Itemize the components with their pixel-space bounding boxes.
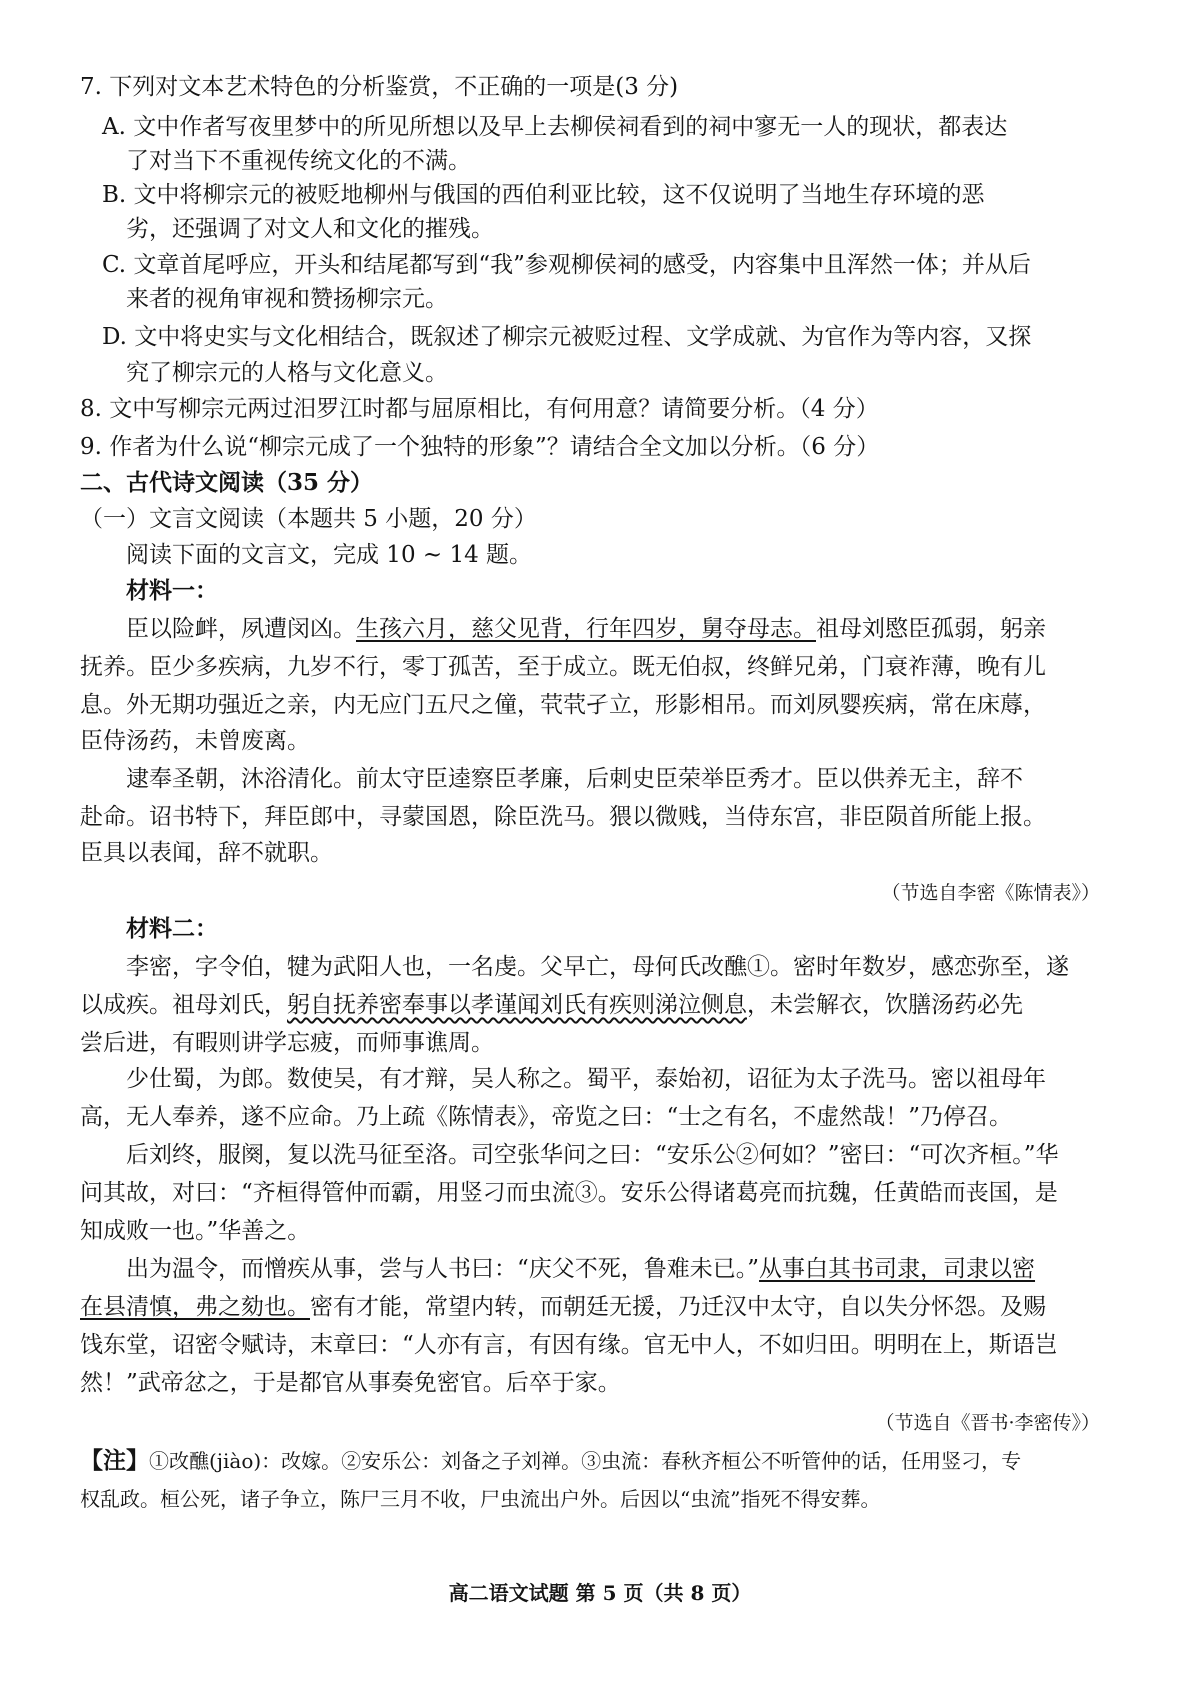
material-2-source: （节选自《晋书·李密传》） — [875, 1412, 1100, 1434]
material-1-line: 赴命。诏书特下，拜臣郎中，寻蒙国恩，除臣洗马。猥以微贱，当侍东宫，非臣陨首所能上报。 — [80, 804, 1046, 830]
q7-option-b: B. 文中将柳宗元的被贬地柳州与俄国的西伯利亚比较，这不仅说明了当地生存环境的恶 — [102, 182, 985, 208]
q9: 9. 作者为什么说“柳宗元成了一个独特的形象”？请结合全文加以分析。（6 分） — [80, 434, 880, 460]
q7-option-a-cont: 了对当下不重视传统文化的不满。 — [126, 148, 471, 174]
wavy-underlined-sentence: 躬自抚养密奉事以孝谨闻刘氏有疾则涕泣侧息 — [287, 992, 747, 1018]
underlined-sentence: 从事白其书司隶，司隶以密 — [759, 1256, 1036, 1282]
text-span: 祖母刘愍臣孤弱，躬亲 — [816, 616, 1046, 642]
text-span: 出为温令，而憎疾从事，尝与人书曰：“庆父不死，鲁难未已。” — [126, 1256, 760, 1282]
material-2-line — [0, 988, 1200, 1022]
annotation-tag: 【注】 — [80, 1447, 149, 1474]
material-2-line: 尝后进，有暇则讲学忘疲，而师事谯周。 — [80, 1030, 494, 1056]
text-span: 臣以险衅，夙遭闵凶。 — [126, 616, 356, 642]
material-2-line: 然！”武帝忿之，于是都官从事奏免密官。后卒于家。 — [80, 1370, 621, 1396]
text-span: 以成疾。祖母刘氏， — [80, 992, 287, 1018]
underlined-sentence: 在县清慎，弗之劾也。 — [80, 1294, 310, 1320]
q7-option-d: D. 文中将史实与文化相结合，既叙述了柳宗元被贬过程、文学成就、为官作为等内容，又探 — [102, 324, 1032, 350]
annotation-line: 权乱政。桓公死，诸子争立，陈尸三月不收，尸虫流出户外。后因以“虫流”指死不得安葬。 — [80, 1487, 881, 1511]
underlined-sentence: 生孩六月，慈父见背，行年四岁，舅夺母志。 — [356, 616, 816, 642]
material-2-line: 李密，字令伯，犍为武阳人也，一名虔。父早亡，母何氏改醮①。密时年数岁，感恋弥至，遂 — [126, 954, 1069, 980]
q7-option-c: C. 文章首尾呼应，开头和结尾都写到“我”参观柳侯祠的感受，内容集中且浑然一体；并从后 — [102, 252, 1031, 278]
material-2-line: 后刘终，服阕，复以洗马征至洛。司空张华问之曰：“安乐公②何如？”密曰：“可次齐桓。”华 — [126, 1142, 1059, 1168]
reading-instruction: 阅读下面的文言文，完成 10 ~ 14 题。 — [126, 542, 533, 568]
q7-option-a: A. 文中作者写夜里梦中的所见所想以及早上去柳侯祠看到的祠中寥无一人的现状，都表达 — [102, 114, 1008, 140]
material-1-line — [0, 612, 1200, 646]
subsection-heading: （一）文言文阅读（本题共 5 小题，20 分） — [80, 506, 537, 532]
material-2-line — [0, 1290, 1200, 1324]
q7-option-c-cont: 来者的视角审视和赞扬柳宗元。 — [126, 286, 448, 312]
material-1-label: 材料一： — [126, 577, 218, 604]
text-span: ，未尝解衣，饮膳汤药必先 — [747, 992, 1023, 1018]
section-heading: 二、古代诗文阅读（35 分） — [80, 469, 374, 496]
material-1-line: 逮奉圣朝，沐浴清化。前太守臣逵察臣孝廉，后刺史臣荣举臣秀才。臣以供养无主，辞不 — [126, 766, 1023, 792]
material-1-line: 息。外无期功强近之亲，内无应门五尺之僮，茕茕孑立，形影相吊。而刘夙婴疾病，常在床蓐， — [80, 692, 1046, 718]
material-1-source: （节选自李密《陈情表》） — [881, 882, 1100, 904]
material-2-line: 高，无人奉养，遂不应命。乃上疏《陈情表》，帝览之曰：“士之有名，不虚然哉！”乃停召。 — [80, 1104, 1013, 1130]
material-1-line: 臣侍汤药，未曾废离。 — [80, 728, 310, 754]
q7-option-d-cont: 究了柳宗元的人格与文化意义。 — [126, 360, 448, 386]
material-1-line: 臣具以表闻，辞不就职。 — [80, 840, 333, 866]
material-1-line: 抚养。臣少多疾病，九岁不行，零丁孤苦，至于成立。既无伯叔，终鲜兄弟，门衰祚薄，晚有儿 — [80, 654, 1046, 680]
text-span: ①改醮(jiào)：改嫁。②安乐公：刘备之子刘禅。③虫流：春秋齐桓公不听管仲的话，任用竖刁，专 — [149, 1449, 1022, 1473]
material-2-line: 知成败一也。”华善之。 — [80, 1218, 311, 1244]
q7-stem: 7. 下列对文本艺术特色的分析鉴赏，不正确的一项是(3 分) — [80, 74, 679, 100]
q8: 8. 文中写柳宗元两过汨罗江时都与屈原相比，有何用意？请简要分析。（4 分） — [80, 396, 879, 422]
material-2-line: 少仕蜀，为郎。数使吴，有才辩，吴人称之。蜀平，泰始初，诏征为太子洗马。密以祖母年 — [126, 1066, 1046, 1092]
page-footer: 高二语文试题 第 5 页（共 8 页） — [448, 1581, 752, 1605]
material-2-line: 问其故，对曰：“齐桓得管仲而霸，用竖刁而虫流③。安乐公得诸葛亮而抗魏，任黄皓而丧国，是 — [80, 1180, 1058, 1206]
material-2-label: 材料二： — [126, 915, 218, 942]
text-span: 密有才能，常望内转，而朝廷无援，乃迁汉中太守，自以失分怀怨。及赐 — [310, 1294, 1046, 1320]
q7-option-b-cont: 劣，还强调了对文人和文化的摧残。 — [126, 216, 494, 242]
material-2-line: 饯东堂，诏密令赋诗，末章曰：“人亦有言，有因有缘。官无中人，不如归田。明明在上，斯语岂 — [80, 1332, 1058, 1358]
annotation-line — [0, 1444, 1200, 1478]
material-2-line — [0, 1252, 1200, 1286]
